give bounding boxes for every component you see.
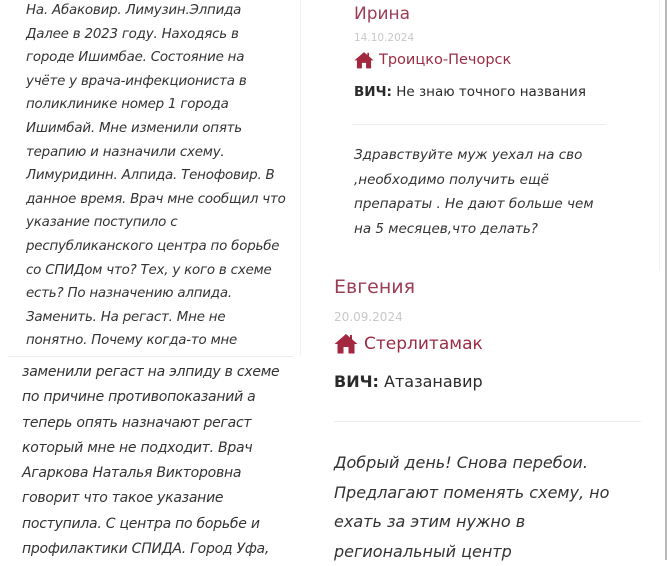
reviewer-name: Ирина [354,4,411,24]
hiv-value: Атазанавир [378,372,483,391]
card-divider [352,124,606,125]
home-icon [334,333,358,354]
city-label: Троицко-Печорск [379,52,512,68]
reviewer-city [354,51,511,69]
hiv-medication [334,372,483,391]
city-label: Стерлитамак [364,333,483,354]
card-divider [334,421,641,422]
review-date: 20.09.2024 [334,310,403,324]
hiv-value: Не знаю точного названия [391,84,586,100]
reviewer-name: Евгения [334,276,416,298]
review-date: 14.10.2024 [354,32,415,44]
card-border [659,0,660,270]
reviewer-city [334,333,483,354]
hiv-label: ВИЧ: [334,372,379,391]
review-text-excerpt-bottom: заменили регаст на элпиду в схеме по причине противопоказаний а теперь опять назначают регаст который мне не подходит. Врач Агаркова Наталья Викторовна говорит что такое указание поступила. С центра по борьбе и профилактики СПИДА. Город Уфа, [22,364,280,558]
review-text-excerpt-top: На. Абаковир. Лимузин.Элпида Далее в 2023 году. Находясь в городе Ишимбае. Состояние на учёте у врача-инфекциониста в поликлинике номер 1 города Ишимбай. Мне изменили опять терапию и назначили схему. Лимуридинн. Алпида. Тенофовир. В данное время. Врач мне сообщил что указание поступило с республиканского центра по борьбе со СПИДом что? Тех, у кого в схеме есть? По назначению алпида. Заменить. На регаст. Мне не понятно. Почему когда-то мне [26,3,286,349]
review-text: Здравствуйте муж уехал на сво ,необходимо получить ещё препараты . Не дают больше чем на 5 месяцев,что делать? [354,147,594,237]
review-text: Добрый день! Снова перебои. Предлагают поменять схему, но ехать за этим нужно в региональный центр [334,453,610,561]
left-panel-top [0,0,301,355]
home-icon [354,51,374,69]
panel-divider [8,356,293,357]
hiv-medication [354,84,586,100]
hiv-label: ВИЧ: [354,84,392,100]
left-panel-bottom [0,358,300,560]
